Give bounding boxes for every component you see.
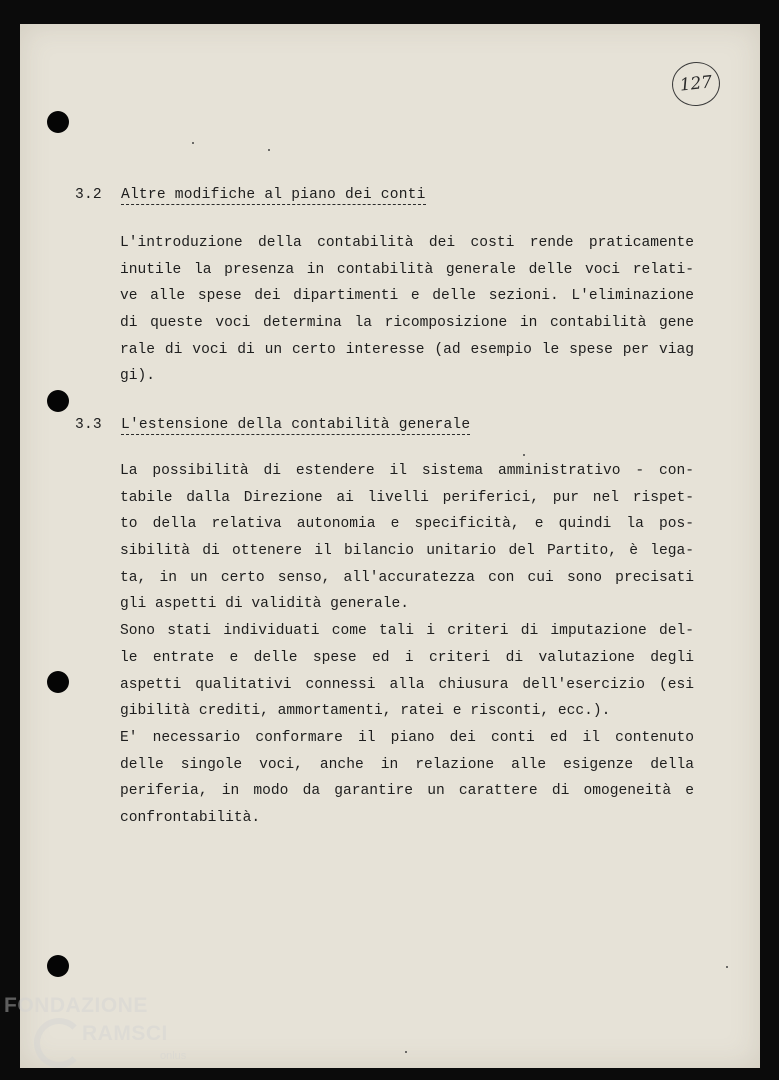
text-line: ta, in un certo senso, all'accuratezza con cui sono precisati (120, 569, 694, 586)
text-line: delle singole voci, anche in relazione alle esigenze della (120, 756, 694, 773)
section-title: Altre modifiche al piano dei conti (121, 187, 426, 203)
section-number: 3.2 (75, 187, 102, 203)
watermark-line1: FONDAZIONE (4, 994, 148, 1017)
section-body (120, 458, 694, 832)
text-line: rale di voci di un certo interesse (ad esempio le spese per viag (120, 341, 694, 358)
text-line: inutile la presenza in contabilità generale delle voci relati- (120, 261, 694, 278)
section-body (120, 230, 694, 390)
punch-hole (47, 955, 69, 977)
text-line: tabile dalla Direzione ai livelli periferici, pur nel rispet- (120, 489, 694, 506)
text-line: L'introduzione della contabilità dei costi rende praticamente (120, 235, 694, 251)
text-line: Sono stati individuati come tali i criteri di imputazione del- (120, 623, 694, 640)
punch-hole (47, 390, 69, 412)
text-line: E' necessario conformare il piano dei conti ed il contenuto (120, 729, 694, 746)
text-line: to della relativa autonomia e specificità, e quindi la pos- (120, 516, 694, 533)
punch-hole (47, 671, 69, 693)
text-line: ve alle spese dei dipartimenti e delle sezioni. L'eliminazione (120, 288, 694, 305)
section-title: L'estensione della contabilità generale (121, 417, 471, 433)
text-line: di queste voci determina la ricomposizione in contabilità gene (120, 315, 694, 332)
g-logo-icon (34, 1018, 84, 1068)
watermark-line2: RAMSCI (82, 1022, 168, 1045)
text-line: gli aspetti di validità generale. (120, 596, 410, 613)
text-line: le entrate e delle spese ed i criteri di valutazione degli (120, 649, 694, 666)
text-line: periferia, in modo da garantire un carattere di omogeneità e (120, 783, 694, 800)
text-line: gi). (120, 368, 156, 385)
text-line: gibilità crediti, ammortamenti, ratei e risconti, ecc.). (120, 703, 611, 720)
watermark-line3: onlus (160, 1050, 187, 1062)
text-line: aspetti qualitativi connessi alla chiusura dell'esercizio (esi (120, 676, 694, 693)
folio-stamp: 127 (670, 60, 722, 109)
text-line: sibilità di ottenere il bilancio unitario del Partito, è lega- (120, 543, 694, 560)
punch-hole (47, 111, 69, 133)
document-page (20, 24, 760, 1068)
text-line: confrontabilità. (120, 809, 261, 826)
text-line: La possibilità di estendere il sistema amministrativo - con- (120, 463, 694, 479)
section-number: 3.3 (75, 417, 102, 433)
